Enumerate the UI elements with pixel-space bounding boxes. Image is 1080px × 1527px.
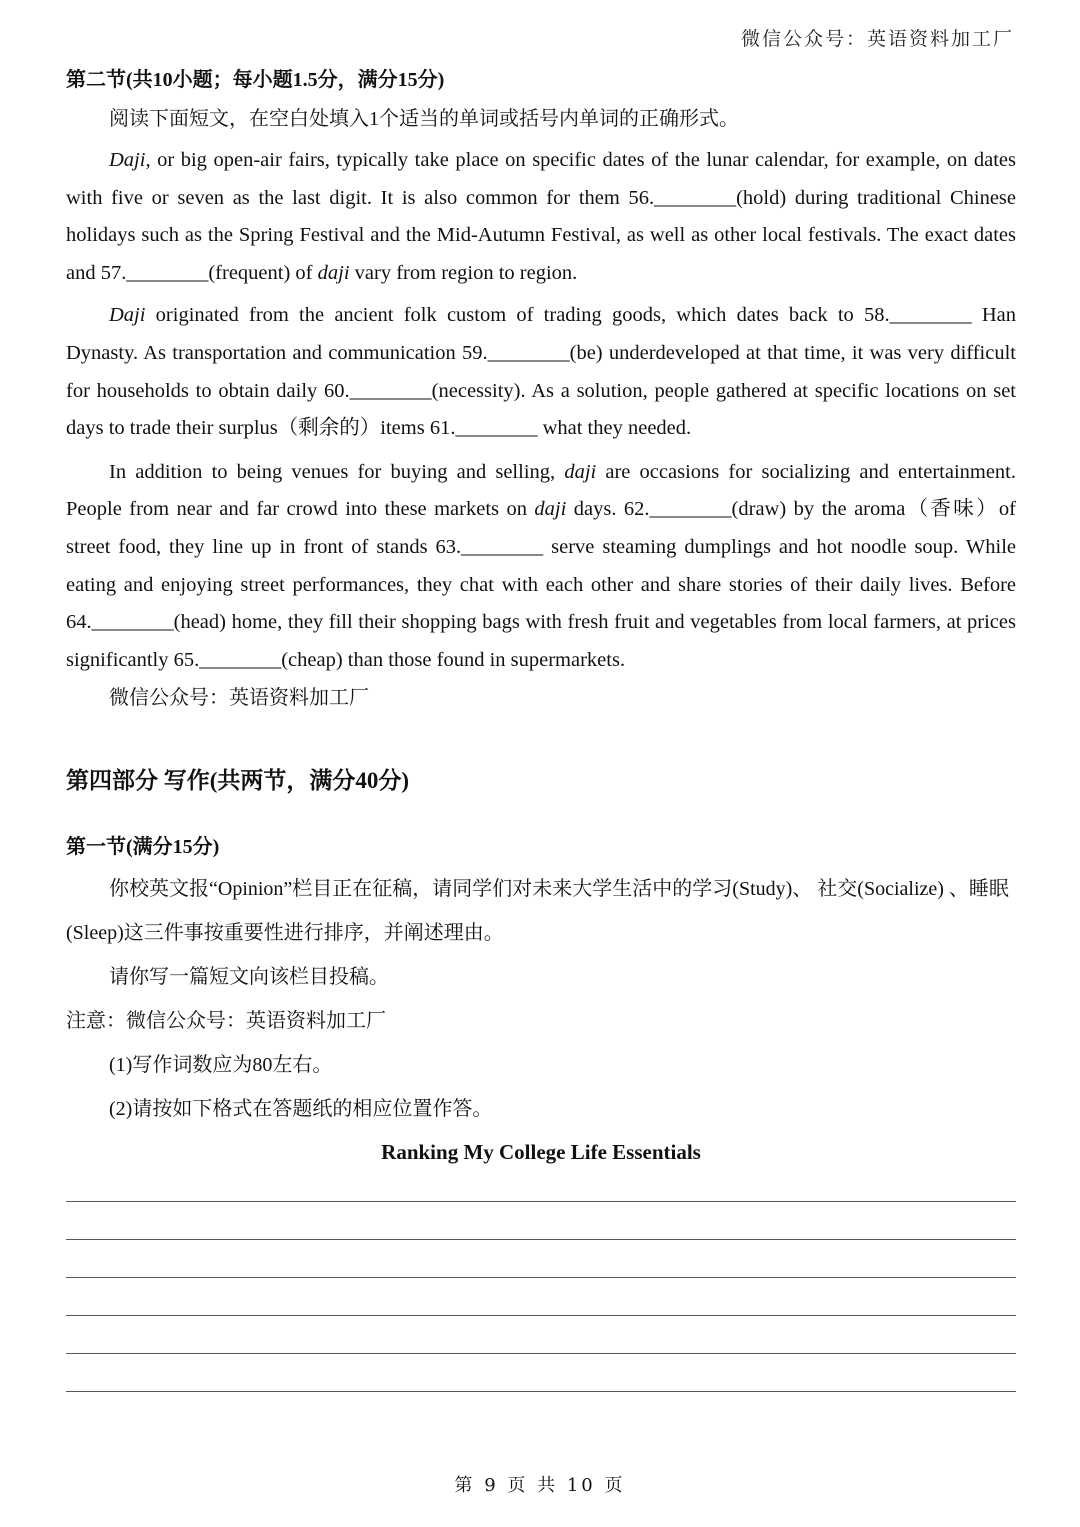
paragraph-text: days. 62.________(draw) by the aroma（香味）of street food, they line up in front of stands 63.________ serve steaming dumplings and hot noodle soup. While eating and enjoying street performances, they chat with each other and share stories of their daily lives. Before 64.________(head) home, they fill their shopping bags with fresh fruit and vegetables from local farmers, at prices significantly 65.________(cheap) than those found in supermarkets. xyxy=(66,498,1016,671)
page-content xyxy=(66,62,1016,1429)
writing-prompt-2: 请你写一篇短文向该栏目投稿。 xyxy=(109,966,389,989)
passage-paragraph-2 xyxy=(66,297,1016,447)
requirement-1: (1)写作词数应为80左右。 xyxy=(109,1054,333,1077)
answer-line[interactable] xyxy=(66,1277,1016,1278)
watermark-line: 微信公众号：英语资料加工厂 xyxy=(109,687,369,710)
answer-line[interactable] xyxy=(66,1391,1016,1392)
passage-paragraph-3 xyxy=(66,454,1016,680)
paragraph-text: , or big open-air fairs, typically take place on specific dates of the lunar calendar, for example, on dates with five or seven as the last digit. It is also common for them 56.________(hold) during traditional Chinese holidays such as the Spring Festival and the Mid-Autumn Festival, as well as other local festivals. The exact dates and 57.________(frequent) of xyxy=(66,149,1016,284)
page-number: 第 9 页 共 10 页 xyxy=(454,1475,626,1496)
requirement-2: (2)请按如下格式在答题纸的相应位置作答。 xyxy=(109,1098,493,1121)
paragraph-text: originated from the ancient folk custom of trading goods, which dates back to 58.________ Han Dynasty. As transportation and communication 59.________(be) underdeveloped at that time, it was very difficult for households to obtain daily 60.________(necessity). As a solution, people gathered at specific locations on set days to trade their surplus（剩余的）items 61.________ what they needed. xyxy=(66,304,1016,440)
answer-line[interactable] xyxy=(66,1315,1016,1316)
paragraph-text: vary from region to region. xyxy=(349,261,578,284)
section-title: 第二节(共10小题；每小题1.5分，满分15分) xyxy=(66,69,445,91)
paragraph-text: are occasions for socializing and entertainment. People from near and far crowd into these markets on xyxy=(66,460,1016,521)
answer-line[interactable] xyxy=(66,1201,1016,1202)
italic-term: daji xyxy=(564,460,597,483)
answer-lines[interactable] xyxy=(66,1201,1016,1392)
italic-term: daji xyxy=(534,498,567,521)
italic-term: Daji xyxy=(109,149,146,171)
section-title-writing: 第一节(满分15分) xyxy=(66,836,220,859)
paragraph-text: In addition to being venues for buying and selling, xyxy=(109,460,565,483)
answer-line[interactable] xyxy=(66,1239,1016,1240)
note-line: 注意：微信公众号：英语资料加工厂 xyxy=(66,1010,386,1033)
instruction: 阅读下面短文，在空白处填入1个适当的单词或括号内单词的正确形式。 xyxy=(109,108,739,130)
essay-title: Ranking My College Life Essentials xyxy=(381,1140,701,1165)
italic-term: Daji xyxy=(109,304,146,327)
part-title: 第四部分 写作(共两节，满分40分) xyxy=(66,768,410,794)
answer-line[interactable] xyxy=(66,1353,1016,1354)
writing-prompt: 你校英文报“Opinion”栏目正在征稿，请同学们对未来大学生活中的学习(Study)、 社交(Socialize) 、睡眠(Sleep)这三件事按重要性进行排序，并阐述理由。 xyxy=(66,878,1009,945)
italic-term: daji xyxy=(317,261,350,284)
passage-paragraph-1 xyxy=(66,142,1016,292)
page-header: 微信公众号：英语资料加工厂 xyxy=(740,28,1014,50)
